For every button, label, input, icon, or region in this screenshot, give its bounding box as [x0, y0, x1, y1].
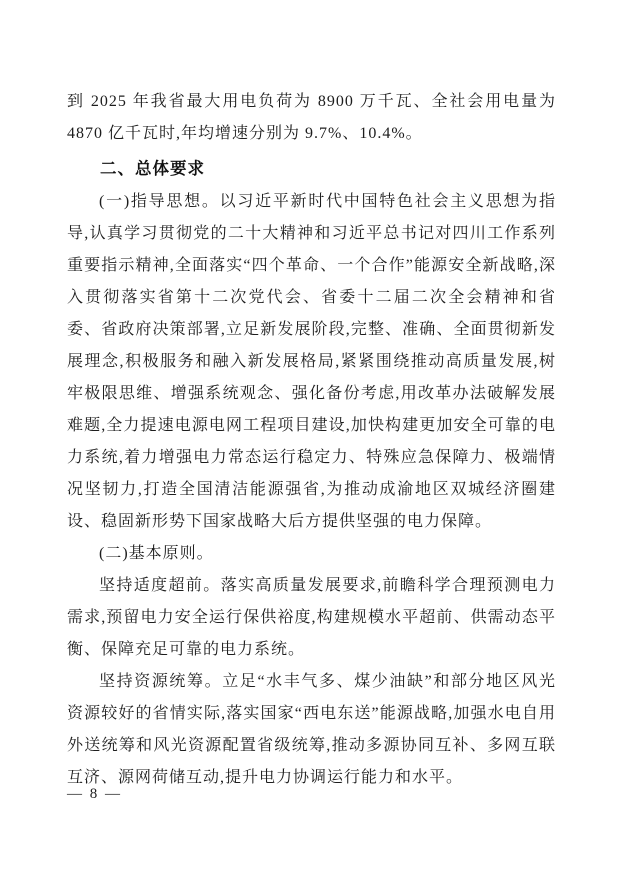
- paragraph-lead: (一)指导思想。: [99, 193, 220, 210]
- paragraph-guiding-ideology: [67, 186, 556, 538]
- section-heading-text: 二、总体要求: [100, 160, 205, 178]
- page-number: — 8 —: [67, 786, 122, 802]
- section-heading: [67, 153, 556, 185]
- paragraph-text: 到 2025 年我省最大用电负荷为 8900 万千瓦、全社会用电量为 4870 亿千瓦时,年均增速分别为 9.7%、10.4%。: [67, 93, 556, 142]
- paragraph-lead: 坚持资源统筹。: [99, 673, 223, 690]
- paragraph-lead: (二)基本原则。: [99, 545, 214, 562]
- paragraph-text: 以习近平新时代中国特色社会主义思想为指导,认真学习贯彻党的二十大精神和习近平总书记对四川工作系列重要指示精神,全面落实“四个革命、一个合作”能源安全新战略,深入贯彻落实省第十二次党代会、省委十二届二次全会精神和省委、省政府决策部署,立足新发展阶段,完整、准确、全面贯彻新发展理念,积极服务和融入新发展格局,紧紧围绕推动高质量发展,树牢极限思维、增强系统观念、强化备份考虑,用改革办法破解发展难题,全力提速电源电网工程项目建设,加快构建更加安全可靠的电力系统,着力增强电力常态运行稳定力、特殊应急保障力、极端情况坚韧力,打造全国清洁能源强省,为推动成渝地区双城经济圈建设、稳固新形势下国家战略大后方提供坚强的电力保障。: [67, 193, 556, 530]
- paragraph-text: 落实高质量发展要求,前瞻科学合理预测电力需求,预留电力安全运行保供裕度,构建规模水平超前、供需动态平衡、保障充足可靠的电力系统。: [67, 577, 556, 658]
- paragraph-lead: 坚持适度超前。: [99, 577, 221, 594]
- paragraph-basic-principles: [67, 538, 556, 570]
- paragraph-principle-resource-coordination: [67, 666, 556, 794]
- paragraph-continuation: [67, 86, 556, 150]
- paragraph-text: 立足“水丰气多、煤少油缺”和部分地区风光资源较好的省情实际,落实国家“西电东送”能源战略,加强水电自用外送统筹和风光资源配置省级统筹,推动多源协同互补、多网互联互济、源网荷储互动,提升电力协调运行能力和水平。: [67, 673, 556, 786]
- document-body: [67, 86, 556, 794]
- paragraph-principle-moderate-advance: [67, 570, 556, 666]
